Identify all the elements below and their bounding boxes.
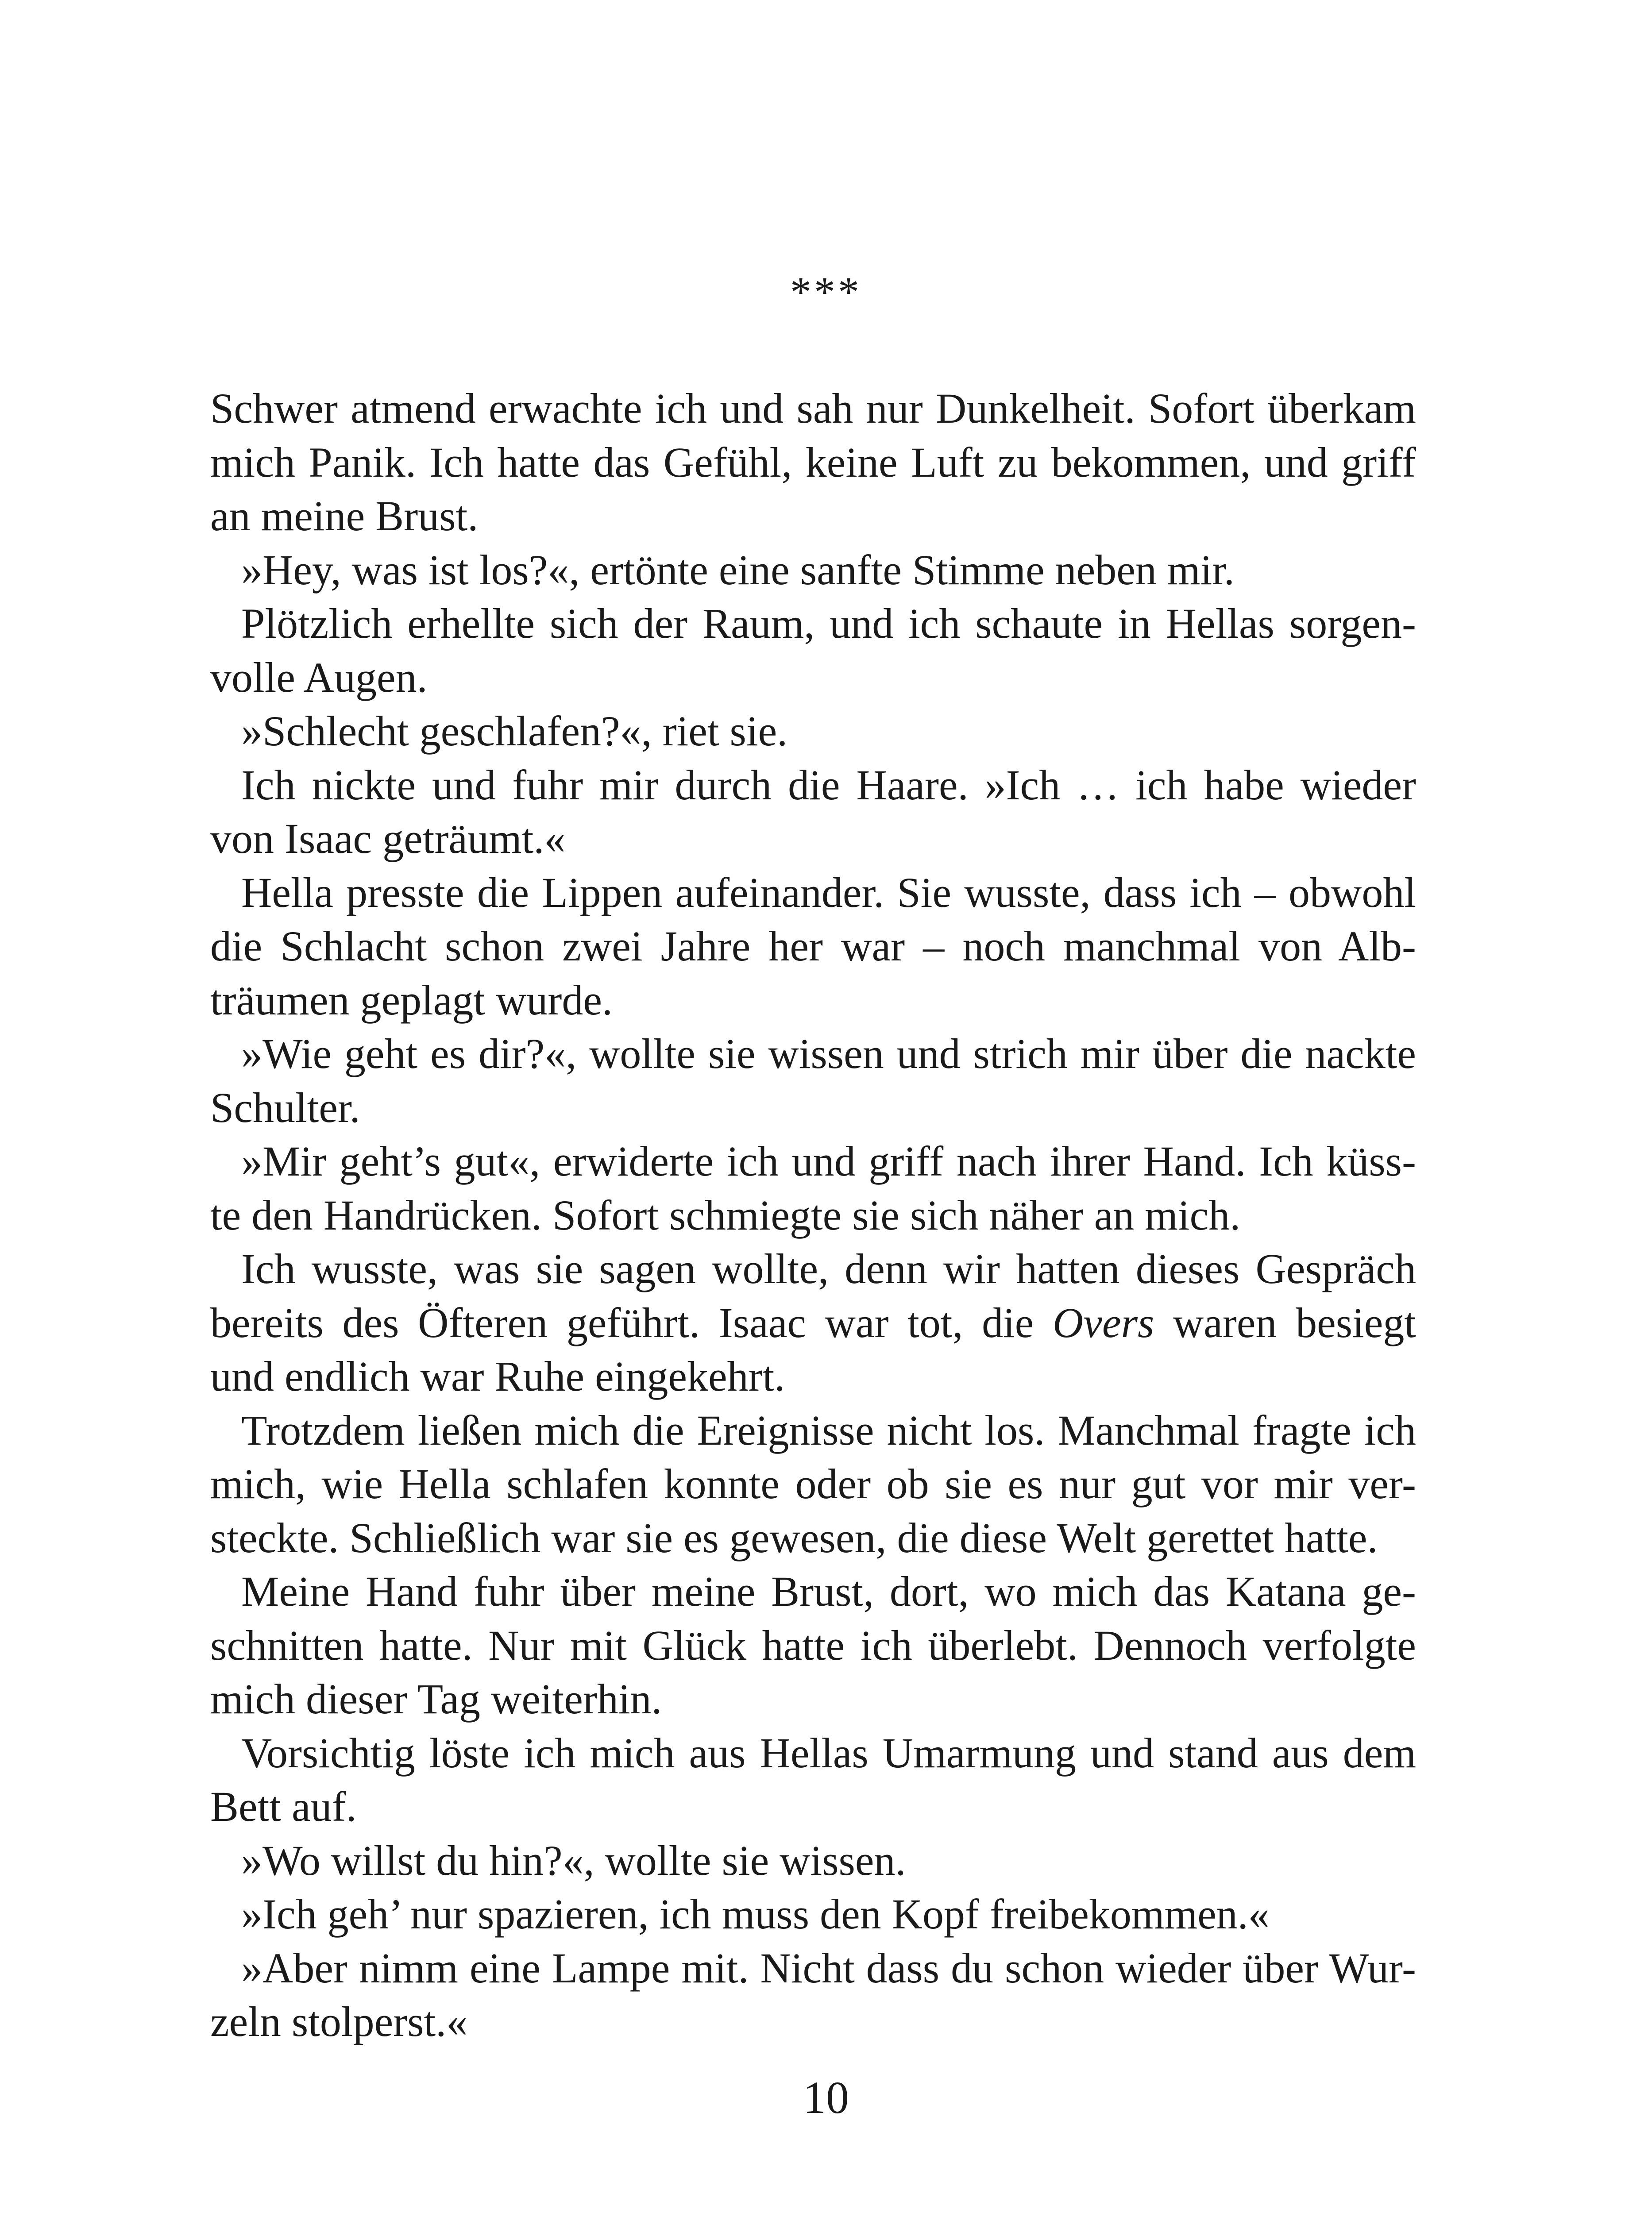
body-text <box>210 382 1416 2049</box>
text-line: »Wie geht es dir?«, wollte sie wissen und strich mir über die nackte <box>241 1030 1416 1077</box>
text-line: zeln stolperst.« <box>210 1998 468 2045</box>
text-line: von Isaac geträumt.« <box>210 815 566 862</box>
text-line: bereits des Öfteren geführt. Isaac war tot, die Overs waren besiegt <box>210 1299 1417 1346</box>
text-line: mich Panik. Ich hatte das Gefühl, keine Luft zu bekommen, und griff <box>210 438 1416 486</box>
text-line: te den Handrücken. Sofort schmiegte sie sich näher an mich. <box>210 1191 1241 1239</box>
text-line: Vorsichtig löste ich mich aus Hellas Umarmung und stand aus dem <box>241 1729 1416 1777</box>
text-line: mich dieser Tag weiterhin. <box>210 1675 662 1723</box>
text-line: »Wo willst du hin?«, wollte sie wissen. <box>241 1836 906 1884</box>
section-separator: *** <box>790 268 862 316</box>
text-line: Ich nickte und fuhr mir durch die Haare. »Ich … ich habe wieder <box>241 761 1416 809</box>
text-line: träumen geplagt wurde. <box>210 976 613 1024</box>
text-line: mich, wie Hella schlafen konnte oder ob sie es nur gut vor mir ver- <box>210 1460 1416 1507</box>
text-line: schnitten hatte. Nur mit Glück hatte ich überlebt. Dennoch verfolgte <box>210 1621 1416 1669</box>
text-line: Plötzlich erhellte sich der Raum, und ich schaute in Hellas sorgen- <box>241 600 1416 647</box>
text-line: und endlich war Ruhe eingekehrt. <box>210 1353 785 1400</box>
text-line: Schwer atmend erwachte ich und sah nur Dunkelheit. Sofort überkam <box>210 385 1416 432</box>
text-line: Schulter. <box>210 1083 360 1131</box>
emphasized-word: Overs <box>1053 1299 1154 1346</box>
text-line: »Ich geh’ nur spazieren, ich muss den Kopf freibekommen.« <box>241 1890 1270 1938</box>
text-line: »Aber nimm eine Lampe mit. Nicht dass du schon wieder über Wur- <box>241 1944 1416 1992</box>
text-line: »Hey, was ist los?«, ertönte eine sanfte Stimme neben mir. <box>241 546 1235 594</box>
text-line: steckte. Schließlich war sie es gewesen, die diese Welt gerettet hatte. <box>210 1514 1378 1561</box>
text-line: »Mir geht’s gut«, erwiderte ich und griff nach ihrer Hand. Ich küss- <box>241 1137 1416 1185</box>
text-line: Bett auf. <box>210 1783 357 1830</box>
text-line: die Schlacht schon zwei Jahre her war – noch manchmal von Alb- <box>210 922 1416 970</box>
page-number: 10 <box>803 2072 849 2123</box>
text-line: Trotzdem ließen mich die Ereignisse nicht los. Manchmal fragte ich <box>241 1406 1416 1454</box>
text-line: Ich wusste, was sie sagen wollte, denn wir hatten dieses Gespräch <box>241 1245 1416 1292</box>
text-line: »Schlecht geschlafen?«, riet sie. <box>241 707 788 755</box>
text-line: Hella presste die Lippen aufeinander. Sie wusste, dass ich – obwohl <box>241 868 1416 916</box>
text-line: an meine Brust. <box>210 492 479 540</box>
text-line: volle Augen. <box>210 653 428 701</box>
text-line: Meine Hand fuhr über meine Brust, dort, wo mich das Katana ge- <box>241 1568 1416 1615</box>
